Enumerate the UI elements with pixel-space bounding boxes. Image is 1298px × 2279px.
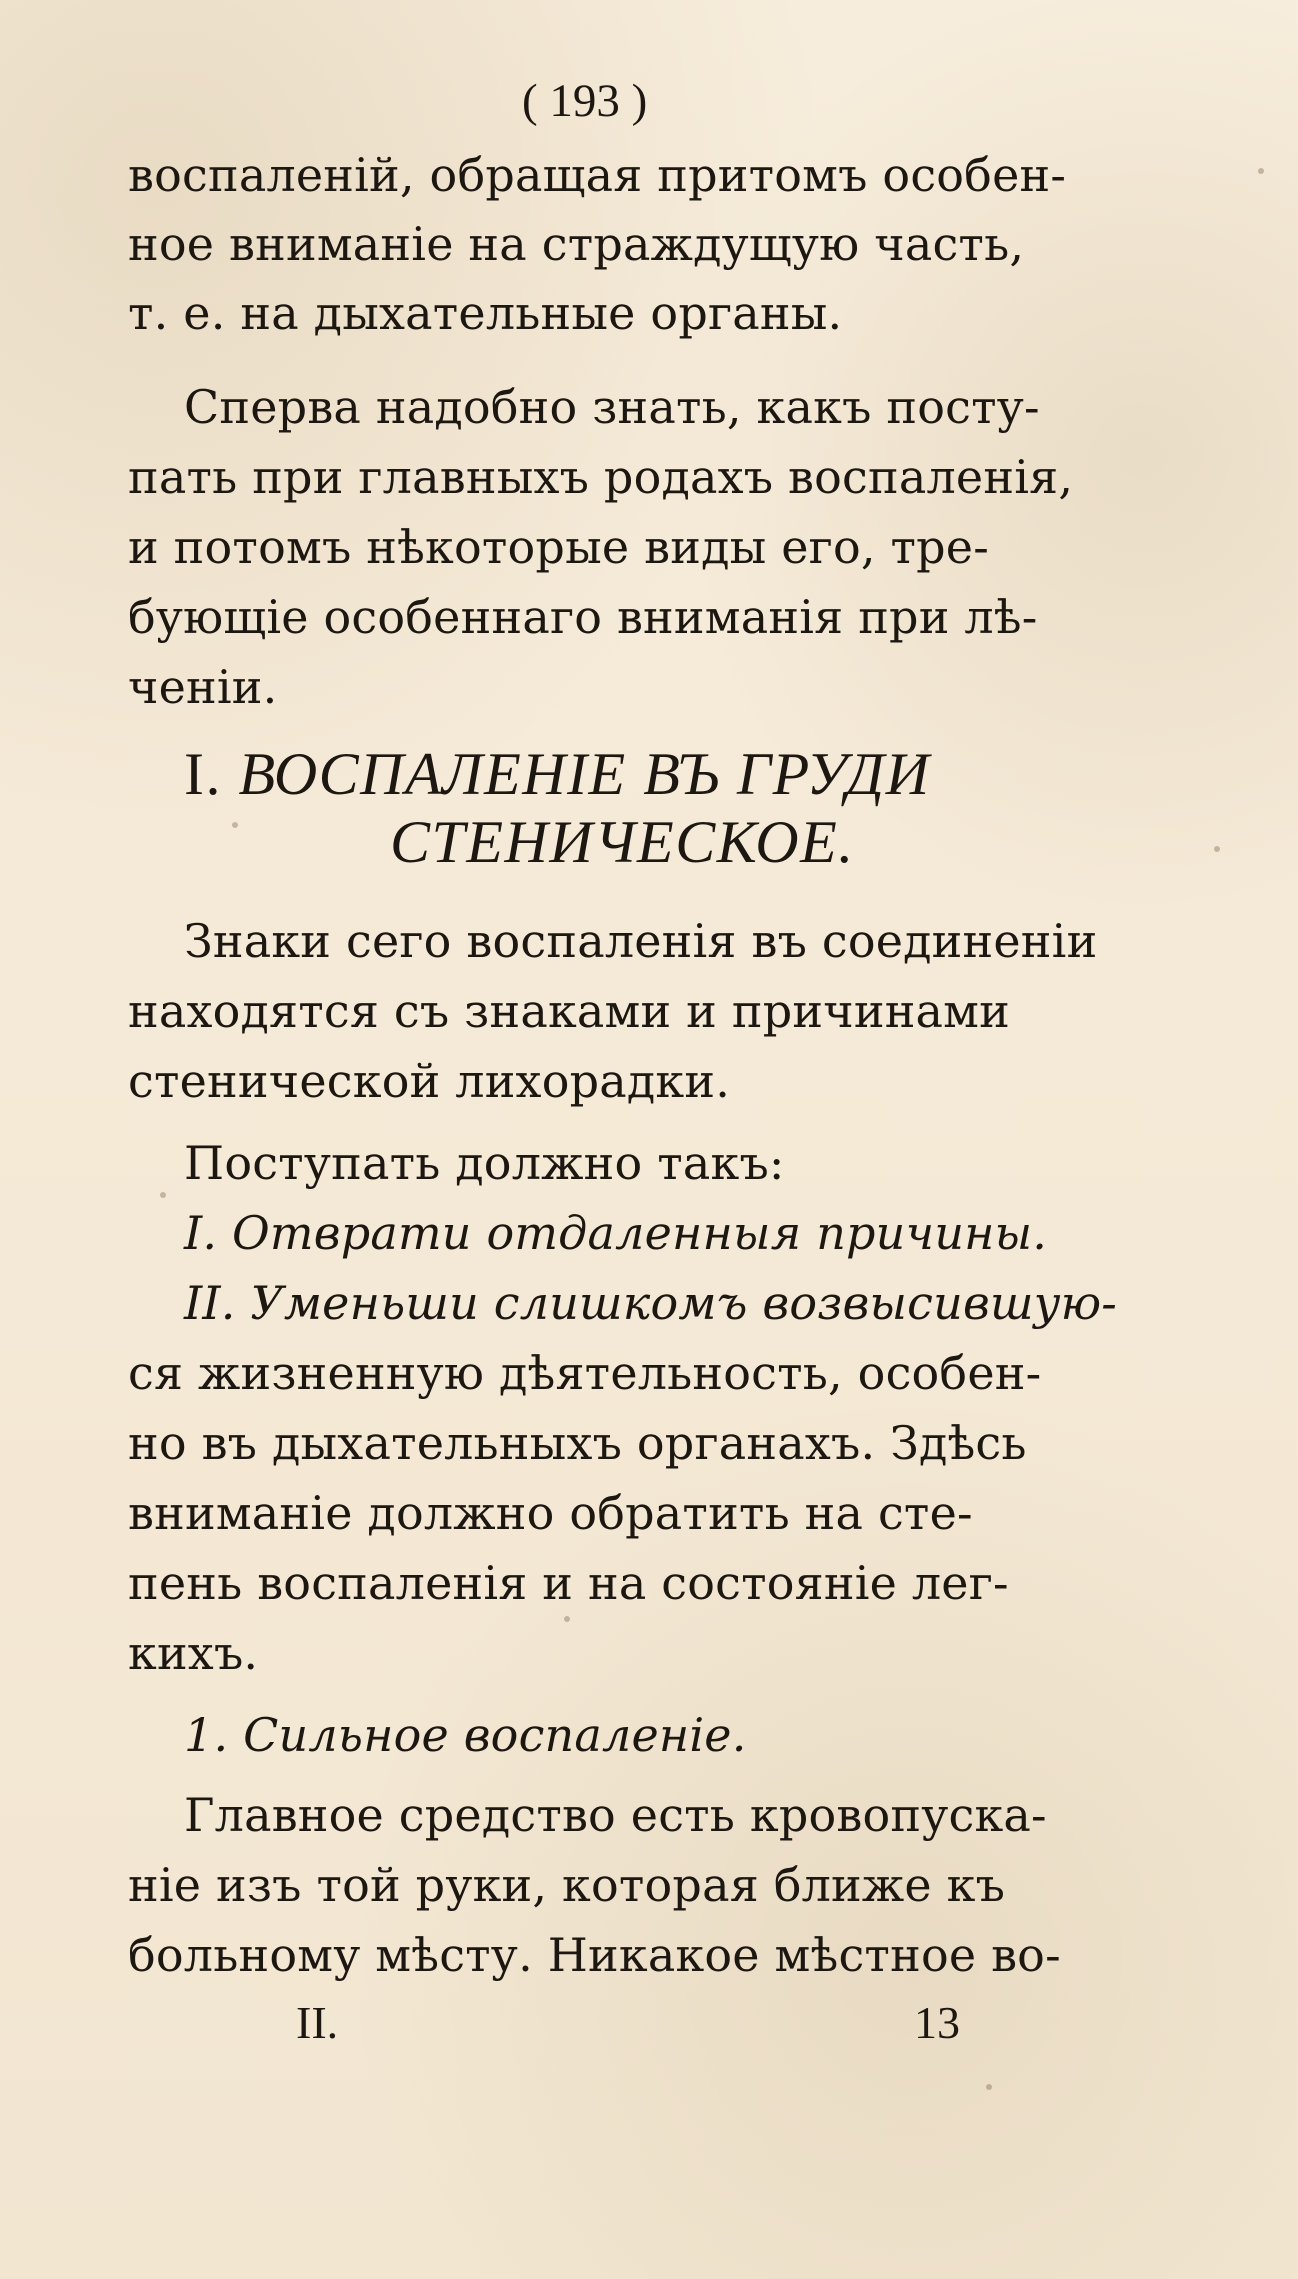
body-line-7: ся жизненную дѣятельность, особен- xyxy=(128,1346,1042,1400)
body-line-11: кихъ. xyxy=(128,1626,259,1680)
body-line-8: но въ дыхательныхъ органахъ. Здѣсь xyxy=(128,1416,1027,1470)
section-number: I. xyxy=(184,741,222,807)
body-line-2: находятся съ знаками и причинами xyxy=(128,984,1011,1038)
body-line-12: 1. Сильное воспаленiе. xyxy=(184,1708,747,1762)
section-title-main: ВОСПАЛЕНIЕ ВЪ ГРУДИ xyxy=(238,741,931,807)
body-line-4: Поступать должно такъ: xyxy=(184,1136,785,1190)
body-line-3: стенической лихорадки. xyxy=(128,1054,731,1108)
text-line-5: пать при главныхъ родахъ воспаленiя, xyxy=(128,450,1074,504)
section-title-line-2: СТЕНИЧЕСКОЕ. xyxy=(390,809,855,875)
footer-right-page-number: 13 xyxy=(914,1997,960,2048)
paper-speck xyxy=(160,1192,166,1198)
body-line-13: Главное средство есть кровопуска- xyxy=(184,1788,1047,1842)
paper-speck xyxy=(1214,846,1220,852)
body-line-5: I. Отврати отдаленныя причины. xyxy=(184,1206,1048,1260)
section-title-line-1 xyxy=(184,741,931,807)
text-line-6: и потомъ нѣкоторые виды его, тре- xyxy=(128,520,989,574)
body-line-1: Знаки сего воспаленiя въ соединенiи xyxy=(184,914,1098,968)
paper-speck xyxy=(232,822,238,828)
page-header: ( 193 ) xyxy=(522,75,648,127)
text-line-7: бующiе особеннаго вниманiя при лѣ- xyxy=(128,590,1038,644)
text-line-2: ное вниманiе на страждущую часть, xyxy=(128,217,1025,271)
paper-speck xyxy=(986,2084,992,2090)
body-line-10: пень воспаленiя и на состоянiе лег- xyxy=(128,1556,1009,1610)
body-line-9: вниманiе должно обратить на сте- xyxy=(128,1486,973,1540)
body-line-6: II. Уменьши слишкомъ возвысившую- xyxy=(184,1276,1118,1330)
text-line-3: т. е. на дыхательные органы. xyxy=(128,286,843,340)
text-line-4: Сперва надобно знать, какъ посту- xyxy=(184,380,1040,434)
paper-speck xyxy=(564,1616,570,1622)
body-line-15: больному мѣсту. Никакое мѣстное во- xyxy=(128,1928,1061,1982)
footer-left-marker: II. xyxy=(296,1997,339,2048)
text-line-8: ченiи. xyxy=(128,660,278,714)
body-line-14: нiе изъ той руки, которая ближе къ xyxy=(128,1858,1006,1912)
text-line-1: воспаленiй, обращая притомъ особен- xyxy=(128,148,1067,202)
paper-speck xyxy=(1258,168,1264,174)
